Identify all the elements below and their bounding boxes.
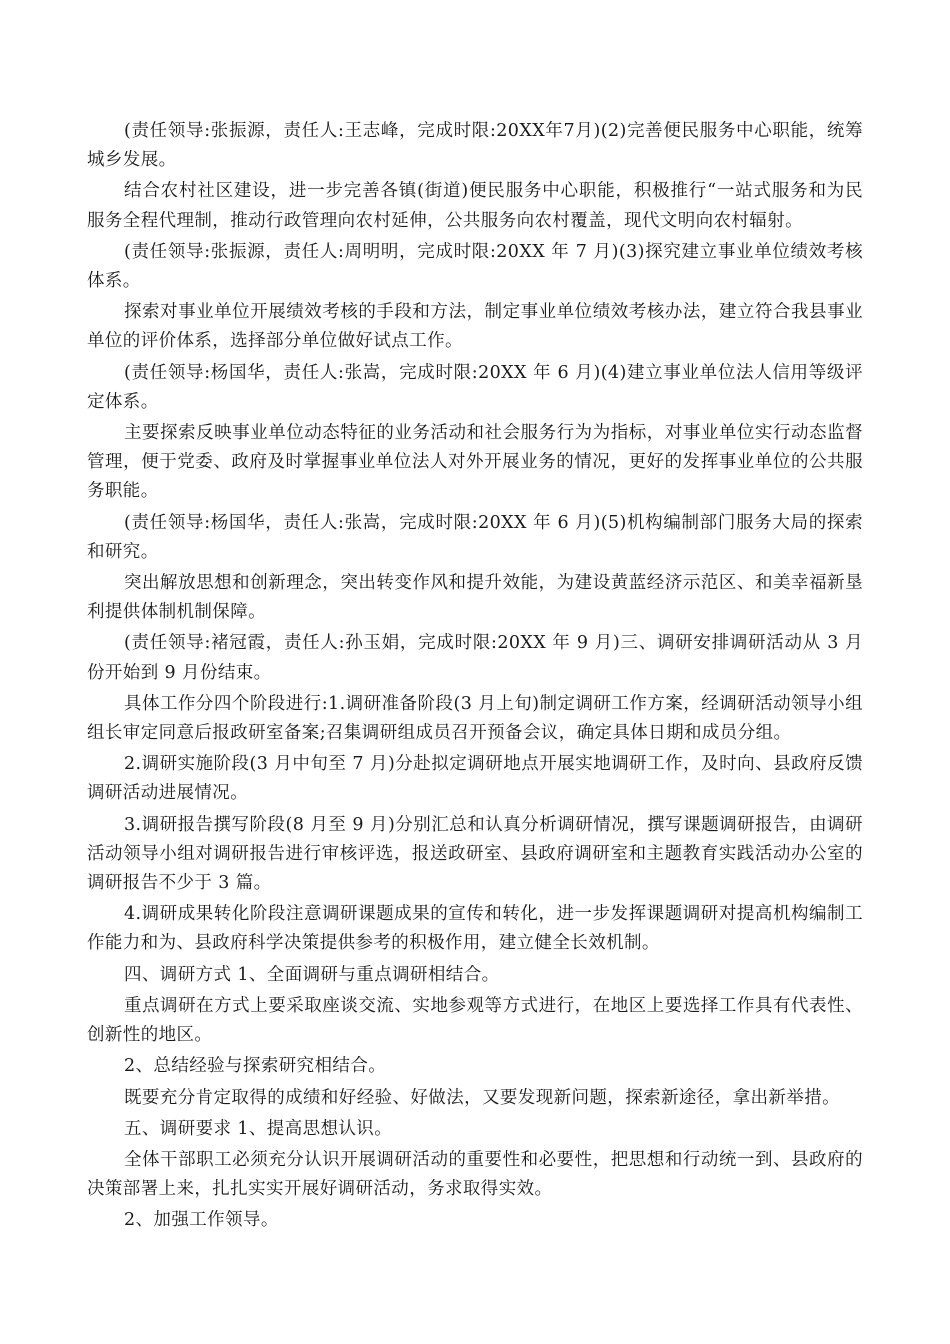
paragraph: 3.调研报告撰写阶段(8 月至 9 月)分别汇总和认真分析调研情况，撰写课题调研报告，由调研活动领导小组对调研报告进行审核评选，报送政研室、县政府调研室和主题教育实践活动办公室的调研报告不少于 3 篇。 [87,814,863,894]
document-body [87,117,863,1238]
paragraph: (责任领导:张振源，责任人:周明明，完成时限:20XX 年 7 月)(3)探究建立事业单位绩效考核体系。 [87,241,863,292]
paragraph: (责任领导:褚冠霞，责任人:孙玉娟，完成时限:20XX 年 9 月)三、调研安排调研活动从 3 月份开始到 9 月份结束。 [87,633,863,683]
paragraph: (责任领导:杨国华，责任人:张嵩，完成时限:20XX 年 6 月)(4)建立事业单位法人信用等级评定体系。 [87,362,863,412]
paragraph: 突出解放思想和创新理念，突出转变作风和提升效能，为建设黄蓝经济示范区、和美幸福新垦利提供体制机制保障。 [87,573,863,623]
paragraph: 既要充分肯定取得的成绩和好经验、好做法，又要发现新问题，探索新途径，拿出新举措。 [124,1087,840,1108]
paragraph: 结合农村社区建设，进一步完善各镇(街道)便民服务中心职能，积极推行“一站式服务和为民服务全程代理制，推动行政管理向农村延伸，公共服务向农村覆盖，现代文明向农村辐射。 [87,181,863,231]
paragraph: 具体工作分四个阶段进行:1.调研准备阶段(3 月上旬)制定调研工作方案，经调研活动领导小组组长审定同意后报政研室备案;召集调研组成员召开预备会议，确定具体日期和成员分组。 [87,693,863,744]
paragraph: 探索对事业单位开展绩效考核的手段和方法，制定事业单位绩效考核办法，建立符合我县事业单位的评价体系，选择部分单位做好试点工作。 [87,302,863,352]
paragraph: 全体干部职工必须充分认识开展调研活动的重要性和必要性，把思想和行动统一到、县政府的决策部署上来，扎扎实实开展好调研活动，务求取得实效。 [87,1149,863,1200]
paragraph: 2.调研实施阶段(3 月中旬至 7 月)分赴拟定调研地点开展实地调研工作，及时向、县政府反馈调研活动进展情况。 [87,754,863,804]
paragraph: (责任领导:张振源，责任人:王志峰，完成时限:20XX年7月)(2)完善便民服务中心职能，统筹城乡发展。 [87,121,863,171]
paragraph: 四、调研方式 1、全面调研与重点调研相结合。 [124,964,500,985]
paragraph: (责任领导:杨国华，责任人:张嵩，完成时限:20XX 年 6 月)(5)机构编制部门服务大局的探索和研究。 [87,512,863,562]
paragraph: 五、调研要求 1、提高思想认识。 [124,1118,393,1139]
paragraph: 4.调研成果转化阶段注意调研课题成果的宣传和转化，进一步发挥课题调研对提高机构编制工作能力和为、县政府科学决策提供参考的积极作用，建立健全长效机制。 [87,904,863,954]
paragraph: 主要探索反映事业单位动态特征的业务活动和社会服务行为为指标，对事业单位实行动态监督管理，便于党委、政府及时掌握事业单位法人对外开展业务的情况，更好的发挥事业单位的公共服务职能。 [87,423,863,502]
paragraph: 2、总结经验与探索研究相结合。 [124,1056,387,1077]
paragraph: 重点调研在方式上要采取座谈交流、实地参观等方式进行，在地区上要选择工作具有代表性、创新性的地区。 [87,995,863,1046]
paragraph: 2、加强工作领导。 [124,1210,279,1231]
